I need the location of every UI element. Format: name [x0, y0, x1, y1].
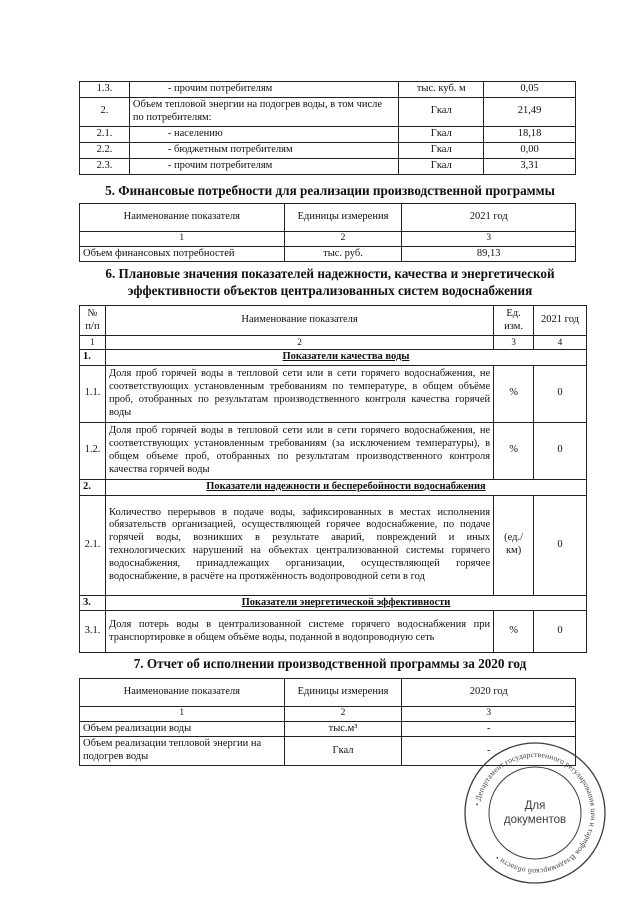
col-number: 1	[80, 232, 285, 247]
col-number: 3	[402, 232, 576, 247]
header-unit: Ед. изм.	[494, 306, 534, 336]
row-name: - прочим потребителям	[129, 158, 398, 174]
table-row	[80, 721, 576, 737]
row-unit: тыс. руб.	[284, 246, 402, 262]
row-name: Объем реализации тепловой энергии на подогрев воды	[80, 737, 285, 766]
row-name: Объем реализации воды	[80, 721, 285, 737]
row-number: 3.1.	[80, 611, 106, 653]
col-number: 2	[284, 707, 402, 722]
row-number: 2.1.	[80, 495, 106, 595]
row-unit: Гкал	[284, 737, 402, 766]
row-unit: тыс. куб. м	[399, 82, 484, 98]
row-name: - бюджетным потребителям	[129, 142, 398, 158]
table-row	[80, 495, 587, 595]
stamp-center-line2: документов	[503, 814, 567, 826]
col-number: 2	[105, 336, 493, 350]
row-value: 3,31	[484, 158, 576, 174]
section-6-title-line1: 6. Плановые значения показателей надежности, качества и энергетической	[105, 266, 555, 281]
row-unit: Гкал	[399, 98, 484, 127]
section-7-title: 7. Отчет об исполнении производственной программы за 2020 год	[133, 656, 527, 671]
group-header	[80, 595, 587, 611]
row-name: Объем финансовых потребностей	[80, 246, 285, 262]
row-text: Доля проб горячей воды в тепловой сети или в сети горячего водоснабжения, не соответствующих установленным требованиям (за исключением температуры), в общем объеме проб, отобранных по результатам производственного контроля качества горячей воды	[105, 422, 493, 479]
header-num: № п/п	[80, 306, 106, 336]
group-header	[80, 479, 587, 495]
group-number: 1.	[80, 349, 106, 365]
row-unit: %	[494, 365, 534, 422]
row-unit: %	[494, 611, 534, 653]
row-value: 0	[534, 365, 587, 422]
row-name: Объем тепловой энергии на подогрев воды, в том числе по потребителям:	[129, 98, 398, 127]
row-unit: Гкал	[399, 126, 484, 142]
row-value: 89,13	[402, 246, 576, 262]
row-number: 2.3.	[80, 158, 130, 174]
header-name: Наименование показателя	[80, 204, 285, 232]
col-number: 3	[402, 707, 576, 722]
col-number: 3	[494, 336, 534, 350]
row-number: 2.1.	[80, 126, 130, 142]
row-value: 18,18	[484, 126, 576, 142]
row-number: 1.1.	[80, 365, 106, 422]
row-value: 0,05	[484, 82, 576, 98]
volumes-table	[79, 81, 576, 175]
group-number: 3.	[80, 595, 106, 611]
header-year: 2020 год	[402, 679, 576, 707]
stamp-ring-text: • Департамент государственного регулирования цен и тарифов Владимирской области •	[472, 749, 599, 877]
header-name: Наименование показателя	[80, 679, 285, 707]
header-name: Наименование показателя	[105, 306, 493, 336]
indicators-table	[79, 305, 587, 653]
row-text: Доля проб горячей воды в тепловой сети или в сети горячего водоснабжения, не соответствующих установленным требованиям по температуре, в общем объёме проб, отобранных по результатам производственного контроля качества горячей воды	[105, 365, 493, 422]
row-value: -	[402, 721, 576, 737]
group-number: 2.	[80, 479, 106, 495]
row-value: 0	[534, 422, 587, 479]
financial-table	[79, 203, 576, 262]
table-row	[80, 422, 587, 479]
row-value: 0	[534, 495, 587, 595]
row-number: 1.2.	[80, 422, 106, 479]
row-value: 0	[534, 611, 587, 653]
row-text: Количество перерывов в подаче воды, зафиксированных в местах исполнения обязательств организацией, осуществляющей горячее водоснабжение, по подаче горячей воды, возникших в результате аварий, повреждений и иных технологических нарушений на объектах централизованной системы горячего водоснабжения, принадлежащих организации, осуществляющей горячее водоснабжение, в расчёте на протяжённость водопроводной сети в год	[105, 495, 493, 595]
col-number: 2	[284, 232, 402, 247]
row-unit: тыс.м³	[284, 721, 402, 737]
row-unit: %	[494, 422, 534, 479]
header-year: 2021 год	[402, 204, 576, 232]
section-5-title: 5. Финансовые потребности для реализации производственной программы	[105, 183, 555, 198]
table-row	[80, 365, 587, 422]
row-text: Доля потерь воды в централизованной системе горячего водоснабжения при транспортировке в общем объёме воды, поданной в водопроводную сеть	[105, 611, 493, 653]
table-row	[80, 98, 576, 127]
table-row	[80, 142, 576, 158]
official-stamp	[460, 738, 610, 888]
row-unit: Гкал	[399, 158, 484, 174]
section-6-title-line2: эффективности объектов централизованных систем водоснабжения	[127, 282, 533, 298]
row-unit: Гкал	[399, 142, 484, 158]
row-value: 21,49	[484, 98, 576, 127]
row-name: - населению	[129, 126, 398, 142]
group-title: Показатели надежности и бесперебойности водоснабжения	[105, 479, 586, 495]
row-number: 2.2.	[80, 142, 130, 158]
header-year: 2021 год	[534, 306, 587, 336]
row-value: 0,00	[484, 142, 576, 158]
row-number: 1.3.	[80, 82, 130, 98]
row-number: 2.	[80, 98, 130, 127]
row-value: -	[402, 737, 576, 766]
group-header	[80, 349, 587, 365]
table-row	[80, 82, 576, 98]
table-row	[80, 158, 576, 174]
group-title: Показатели качества воды	[105, 349, 586, 365]
stamp-inner-ring	[489, 767, 581, 859]
table-row	[80, 126, 576, 142]
col-number: 1	[80, 707, 285, 722]
group-title: Показатели энергетической эффективности	[105, 595, 586, 611]
header-unit: Единицы измерения	[284, 204, 402, 232]
stamp-center-line1: Для	[524, 800, 546, 812]
table-row	[80, 611, 587, 653]
row-unit: (ед./ км)	[494, 495, 534, 595]
col-number: 1	[80, 336, 106, 350]
row-name: - прочим потребителям	[129, 82, 398, 98]
section-6-title	[70, 266, 590, 300]
col-number: 4	[534, 336, 587, 350]
header-unit: Единицы измерения	[284, 679, 402, 707]
stamp-outer-ring	[465, 743, 605, 883]
table-row	[80, 246, 576, 262]
